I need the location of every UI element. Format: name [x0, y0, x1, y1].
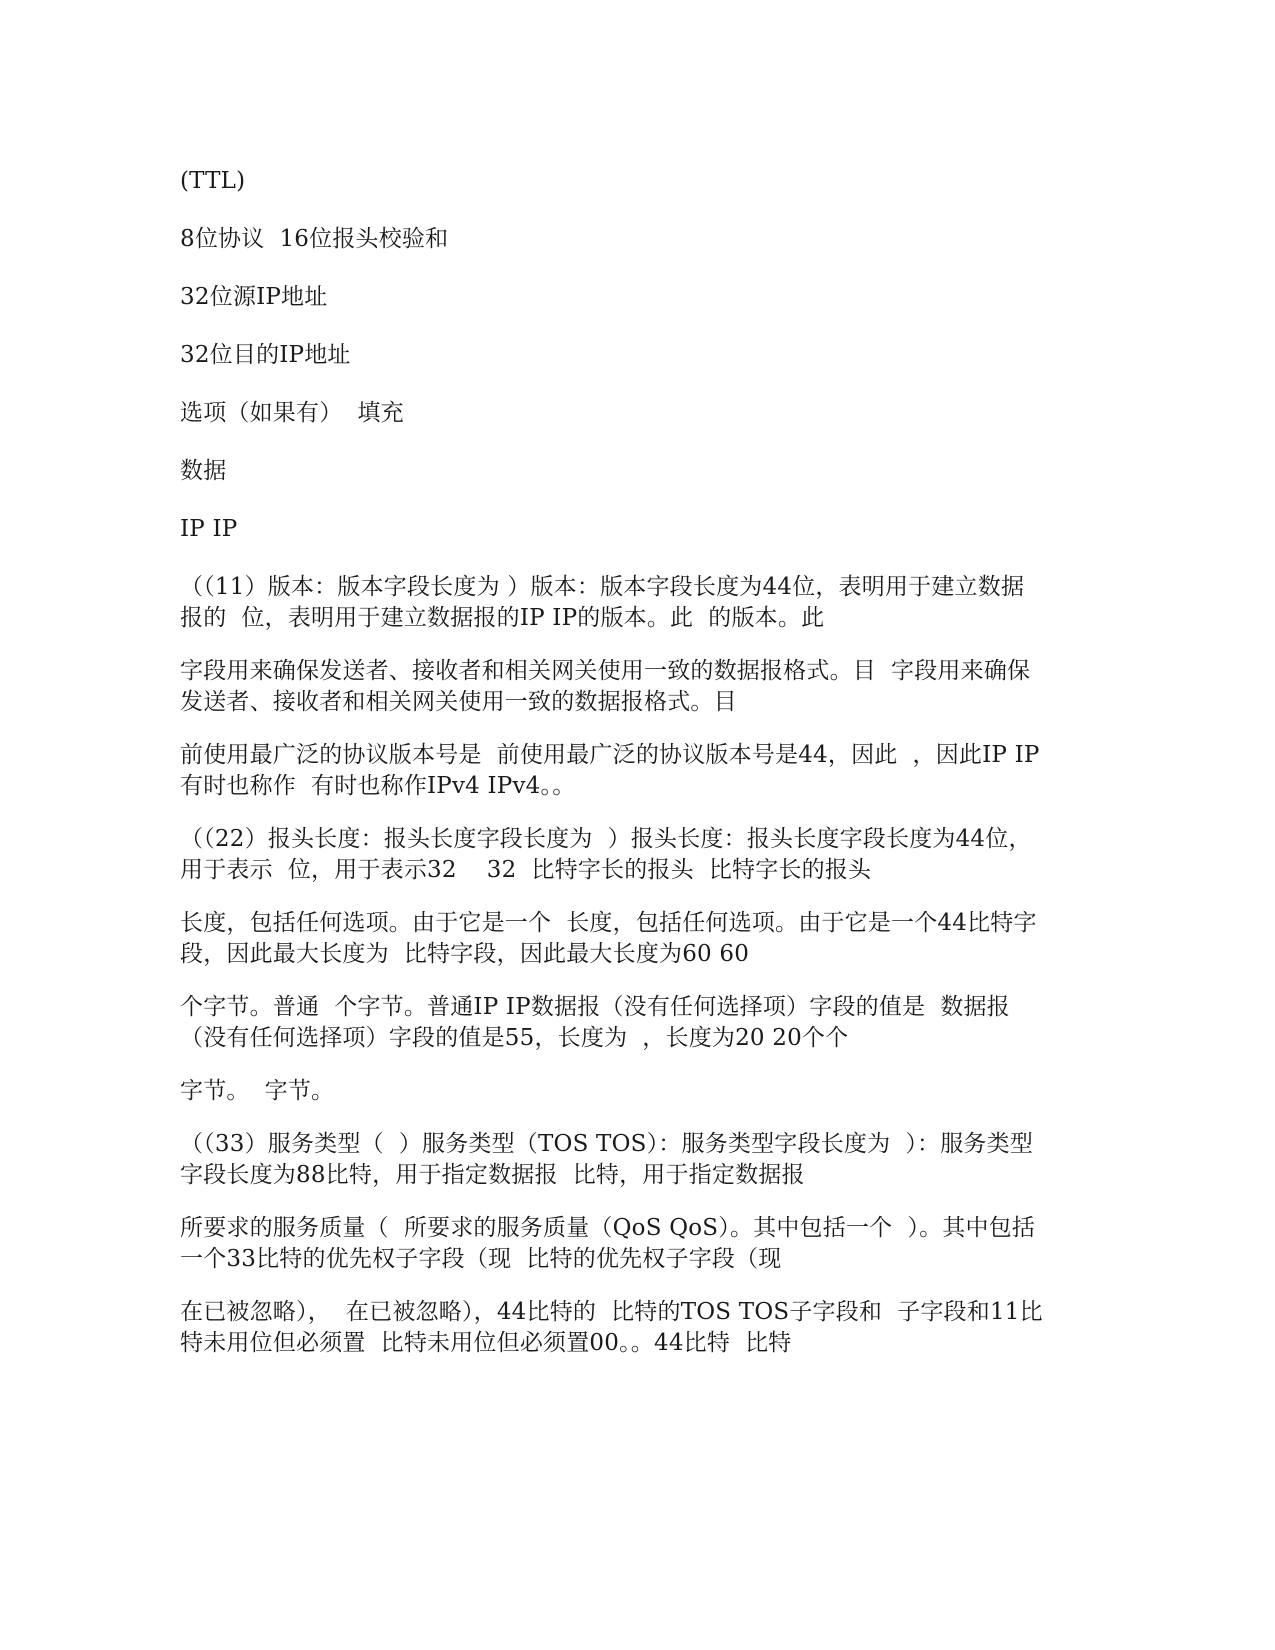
paragraph-qos: 所要求的服务质量（ 所要求的服务质量（QoS QoS）。其中包括一个 ）。其中包括一个33比特的优先权子字段（现 比特的优先权子字段（现 [180, 1215, 1036, 1272]
options-padding-line: 选项（如果有） 填充 [180, 400, 404, 426]
ip-line: IP IP [180, 516, 238, 542]
protocol-checksum-line: 8位协议 16位报头校验和 [180, 226, 449, 252]
source-ip-line: 32位源IP地址 [180, 284, 328, 310]
document-page [180, 166, 1045, 1381]
paragraph-bytes: 字节。 字节。 [180, 1078, 335, 1104]
data-line: 数据 [180, 458, 227, 484]
ttl-line: (TTL) [180, 168, 246, 194]
paragraph-tos: （（33）服务类型（ ）服务类型（TOS TOS）：服务类型字段长度为 ）：服务类型字段长度为88比特，用于指定数据报 比特，用于指定数据报 [180, 1131, 1034, 1188]
paragraph-header-length: （（22）报头长度：报头长度字段长度为 ）报头长度：报头长度字段长度为44位，用于表示 位，用于表示32 32 比特字长的报头 比特字长的报头 [180, 826, 1032, 883]
destination-ip-line: 32位目的IP地址 [180, 342, 351, 368]
paragraph-header-length-bytes: 个字节。普通 个字节。普通IP IP数据报（没有任何选择项）字段的值是 数据报（没有任何选择项）字段的值是55，长度为 ，长度为20 20个个 [180, 994, 1010, 1051]
paragraph-version: （（11）版本：版本字段长度为 ）版本：版本字段长度为44位，表明用于建立数据报的 位，表明用于建立数据报的IP IP的版本。此 的版本。此 [180, 574, 1025, 631]
paragraph-version-ipv4: 前使用最广泛的协议版本号是 前使用最广泛的协议版本号是44，因此 ，因此IP IP有时也称作 有时也称作IPv4 IPv4。。 [180, 742, 1040, 799]
paragraph-version-continued: 字段用来确保发送者、接收者和相关网关使用一致的数据报格式。目 字段用来确保发送者、接收者和相关网关使用一致的数据报格式。目 [180, 658, 1031, 715]
paragraph-tos-subfield: 在已被忽略）， 在已被忽略），44比特的 比特的TOS TOS子字段和 子字段和11比特未用位但必须置 比特未用位但必须置00。。44比特 比特 [180, 1299, 1043, 1356]
paragraph-header-length-max: 长度，包括任何选项。由于它是一个 长度，包括任何选项。由于它是一个44比特字段，因此最大长度为 比特字段，因此最大长度为60 60 [180, 910, 1037, 967]
